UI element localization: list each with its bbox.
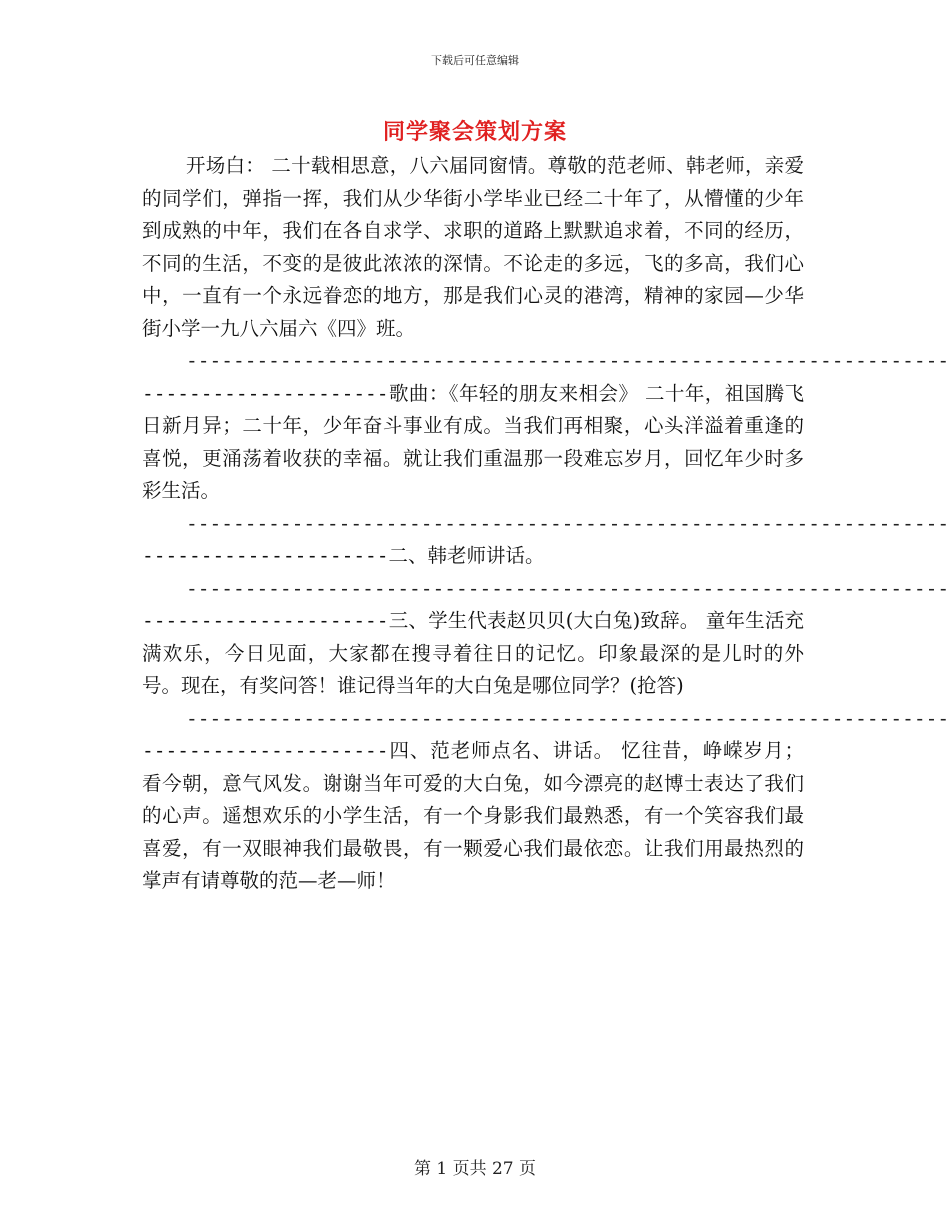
separator-line: -----------------------------------------------------------------	[186, 706, 950, 730]
page-header: 下载后可任意编辑	[431, 54, 519, 67]
separator-line: -----------------------------------------------------------------	[186, 576, 950, 600]
separator-line-tail: ---------------------	[142, 609, 389, 632]
opening-paragraph: 开场白： 二十载相思意，八六届同窗情。尊敬的范老师、韩老师，亲爱的同学们，弹指一挥，我们从少华街小学毕业已经二十年了，从懵懂的少年到成熟的中年，我们在各自求学、求职的道路上默默追求着，不同的经历，不同的生活，不变的是彼此浓浓的深情。不论走的多远，飞的多高，我们心中，一直有一个永远眷恋的地方，那是我们心灵的港湾，精神的家园—少华街小学一九八六届六《四》班。	[142, 154, 804, 340]
separator-line: -----------------------------------------------------------------	[186, 349, 950, 372]
document-body	[142, 150, 950, 898]
section-1	[142, 345, 950, 508]
section-4-text: 四、范老师点名、讲话。 忆往昔，峥嵘岁月；看今朝，意气风发。谢谢当年可爱的大白兔，如今漂亮的赵博士表达了我们的心声。遥想欢乐的小学生活，有一个身影我们最熟悉，有一个笑容我们最喜爱，有一双眼神我们最敬畏，有一颗爱心我们最依恋。让我们用最热烈的掌声有请尊敬的范—老—师！	[142, 739, 804, 892]
section-2-text: 二、韩老师讲话。	[388, 544, 545, 567]
separator-line: -----------------------------------------------------------------	[186, 511, 950, 535]
section-3-text: 三、学生代表赵贝贝(大白兔)致辞。 童年生活充满欢乐，今日见面，大家都在搜寻着往日的记忆。印象最深的是儿时的外号。现在，有奖问答！谁记得当年的大白兔是哪位同学？(抢答)	[142, 609, 804, 697]
separator-line-tail: ---------------------	[142, 381, 389, 405]
separator-line-tail: ---------------------	[142, 544, 389, 567]
section-3	[142, 573, 950, 703]
section-1-text: 歌曲：《年轻的朋友来相会》 二十年，祖国腾飞日新月异；二十年，少年奋斗事业有成。当我们再相聚，心头洋溢着重逢的喜悦，更涌荡着收获的幸福。就让我们重温那一段难忘岁月，回忆年少时多彩生活。	[142, 381, 804, 502]
section-2	[142, 508, 950, 573]
document-title: 同学聚会策划方案	[382, 119, 567, 145]
separator-line-tail: ---------------------	[142, 739, 389, 762]
page-footer: 第 1 页共 27 页	[413, 1159, 537, 1179]
section-4	[142, 703, 950, 898]
